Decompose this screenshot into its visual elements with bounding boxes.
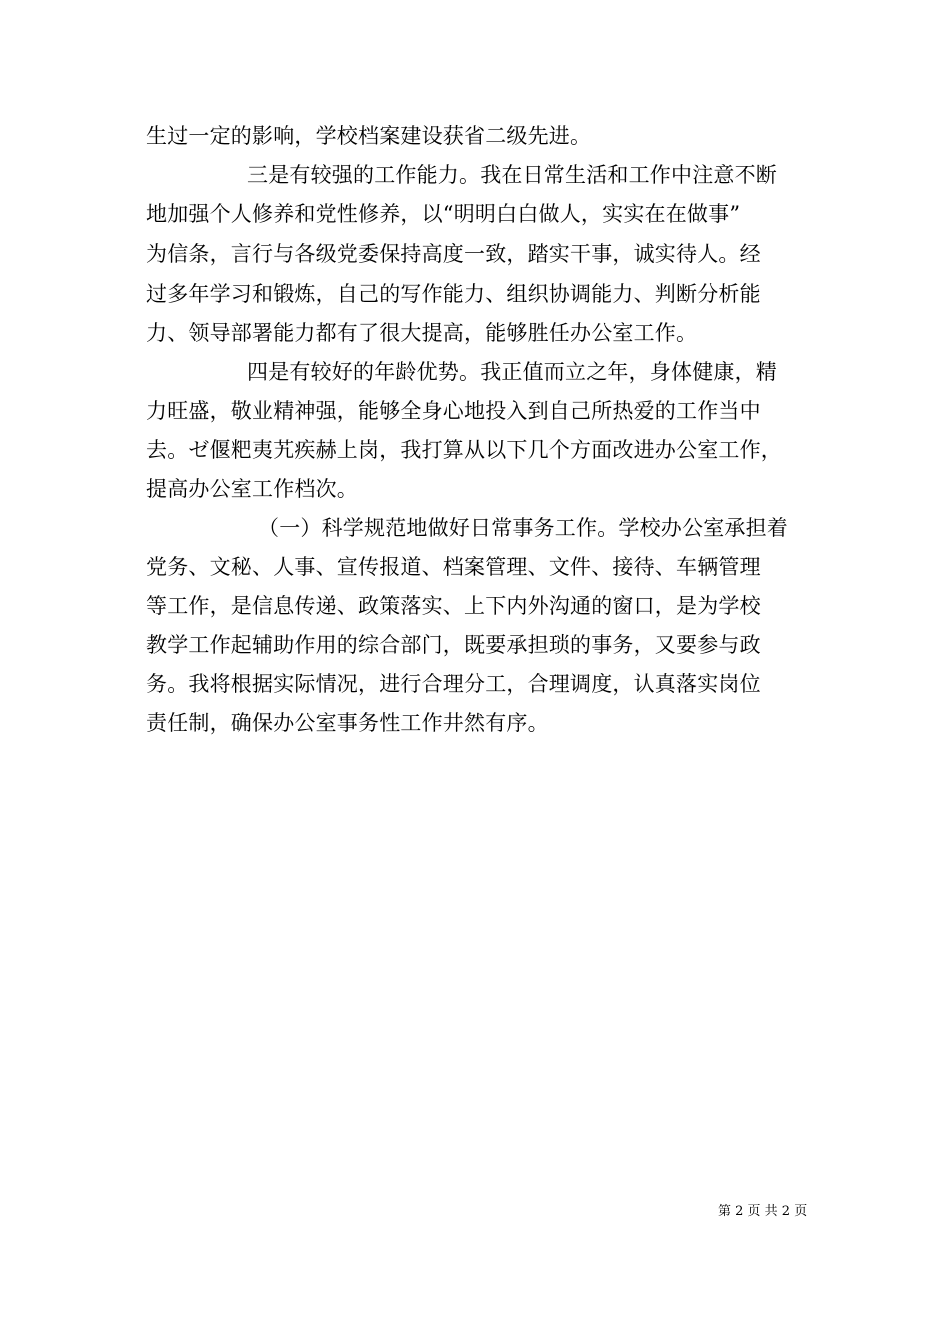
body-line-1: 生过一定的影响，学校档案建设获省二级先进。 <box>146 124 592 148</box>
body-line-3: 地加强个人修养和党性修养，以“明明白白做人，实实在在做事” <box>146 202 741 226</box>
body-line-16: 责任制，确保办公室事务性工作井然有序。 <box>146 711 549 735</box>
body-line-13: 等工作，是信息传递、政策落实、上下内外沟通的窗口，是为学校 <box>146 594 761 618</box>
body-line-5: 过多年学习和锻炼，自己的写作能力、组织协调能力、判断分析能 <box>146 282 761 306</box>
body-line-15: 务。我将根据实际情况，进行合理分工，合理调度，认真落实岗位 <box>146 672 761 696</box>
body-line-2: 三是有较强的工作能力。我在日常生活和工作中注意不断 <box>247 163 777 187</box>
body-line-4: 为信条，言行与各级党委保持高度一致，踏实干事，诚实待人。经 <box>146 242 761 266</box>
body-line-11: （一）科学规范地做好日常事务工作。学校办公室承担着 <box>258 516 788 540</box>
body-line-9: 去。ゼ偃粑夷艽疾赫上岗，我打算从以下几个方面改进办公室工作， <box>146 438 782 462</box>
body-line-12: 党务、文秘、人事、宣传报道、档案管理、文件、接待、车辆管理 <box>146 555 761 579</box>
body-line-10: 提高办公室工作档次。 <box>146 477 358 501</box>
body-line-6: 力、领导部署能力都有了很大提高，能够胜任办公室工作。 <box>146 321 698 345</box>
page-number-footer: 第 2 页 共 2 页 <box>718 1204 808 1219</box>
body-line-8: 力旺盛，敬业精神强，能够全身心地投入到自己所热爱的工作当中 <box>146 399 761 423</box>
body-line-7: 四是有较好的年龄优势。我正值而立之年，身体健康，精 <box>247 360 777 384</box>
body-line-14: 教学工作起辅助作用的综合部门，既要承担琐的事务，又要参与政 <box>146 633 761 657</box>
